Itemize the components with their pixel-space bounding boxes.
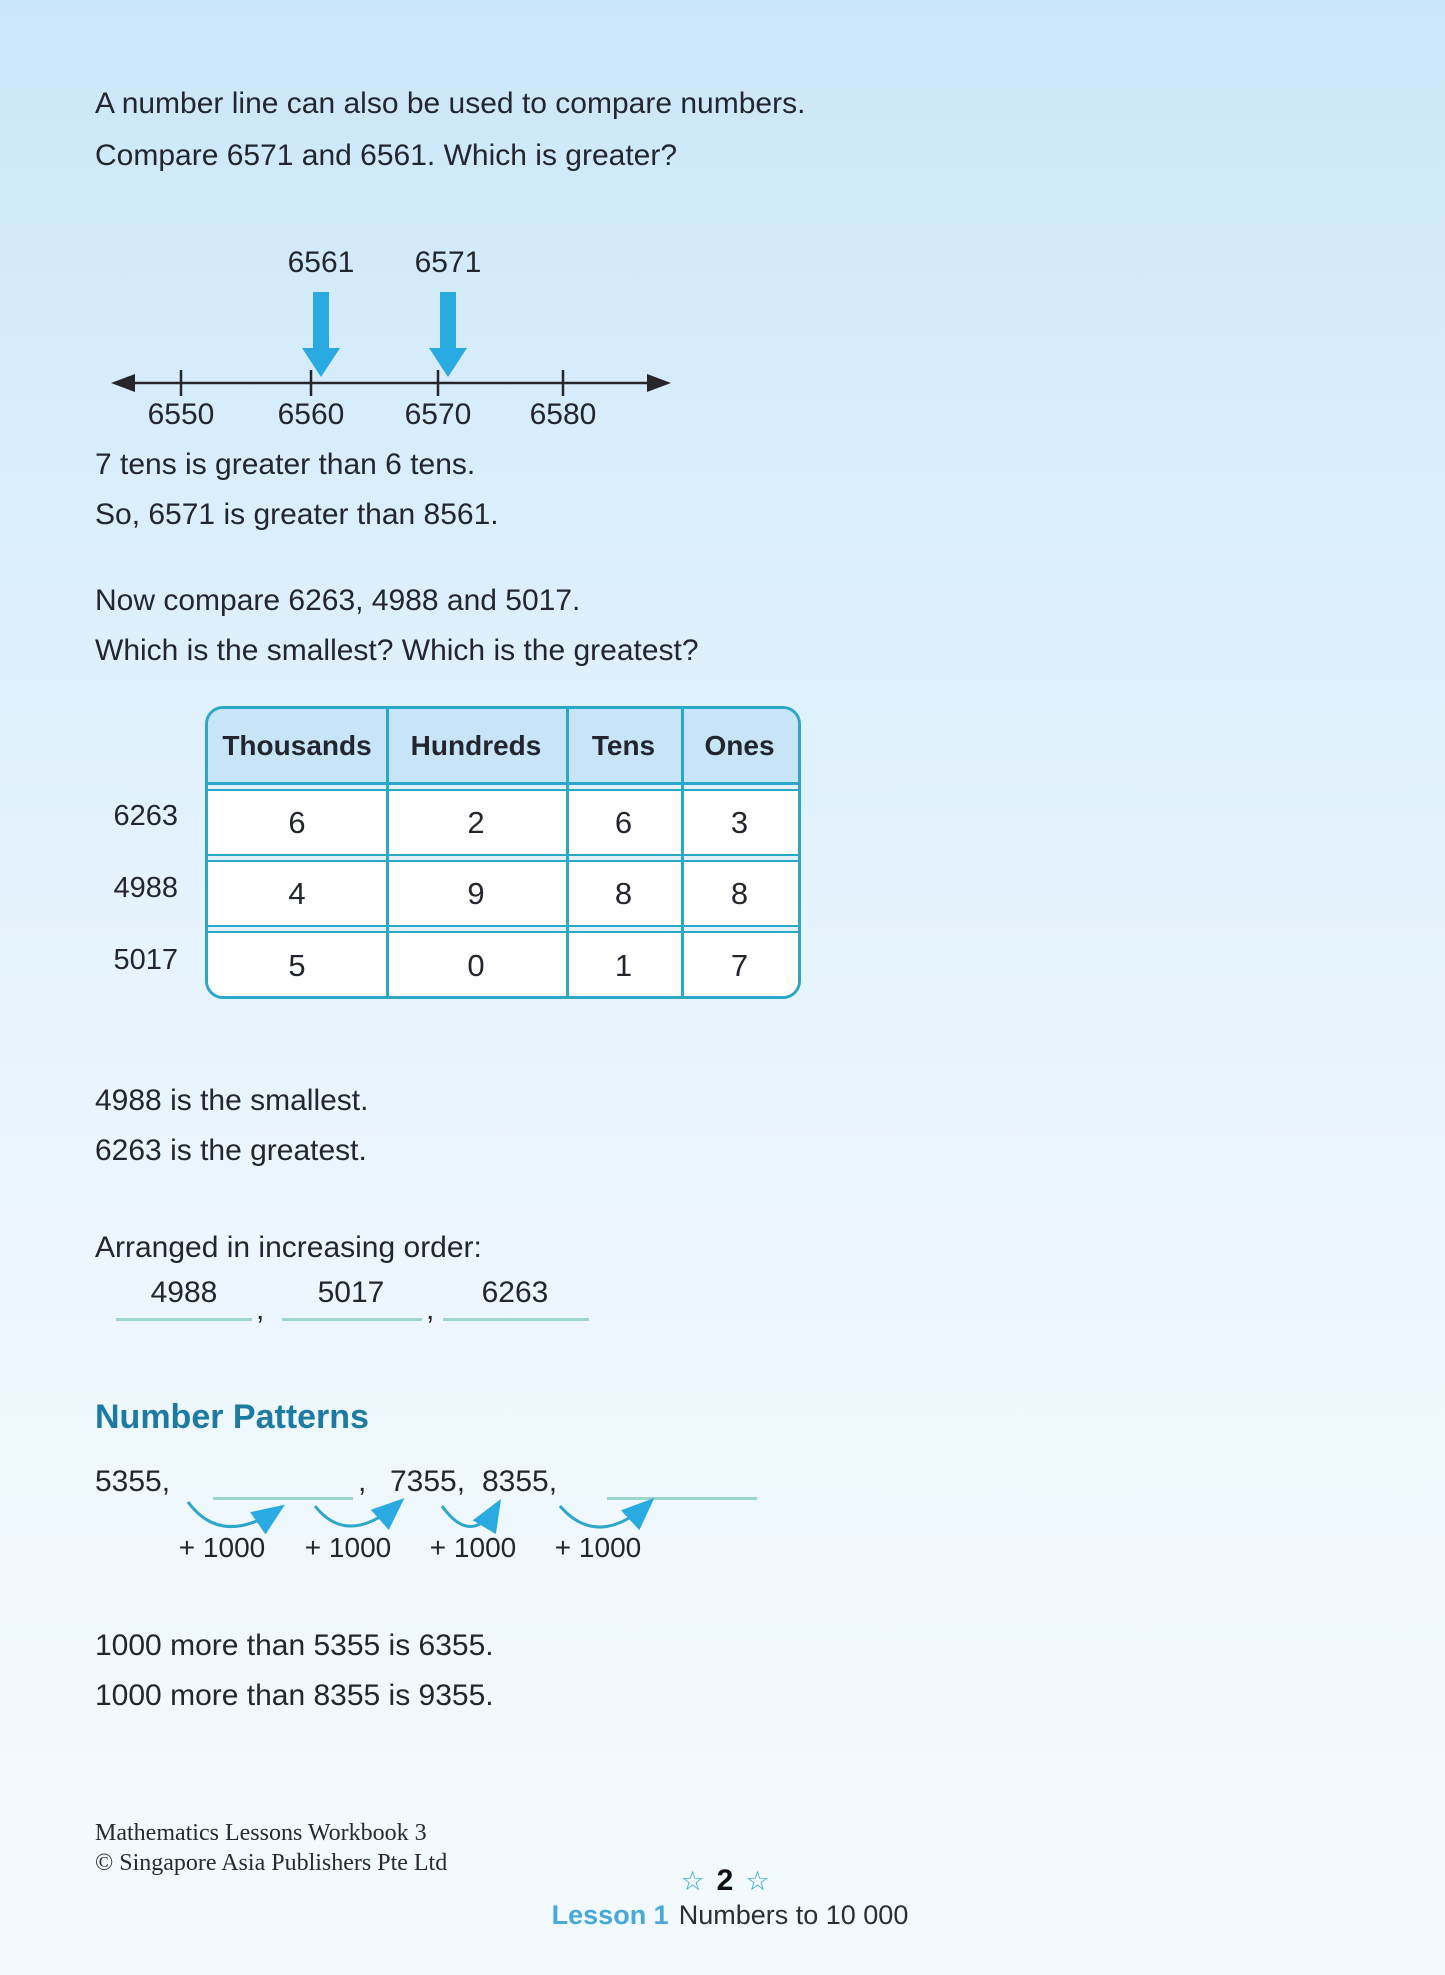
curved-arrow-icon bbox=[188, 1502, 280, 1527]
number-line-callout-6571: 6571 bbox=[414, 246, 482, 279]
table-cell: 1 bbox=[614, 947, 633, 983]
compare-prompt-line-1: Now compare 6263, 4988 and 5017. bbox=[95, 584, 581, 617]
table-cell: 9 bbox=[467, 875, 485, 911]
table-column-divider bbox=[566, 709, 569, 996]
intro-line-2: Compare 6571 and 6561. Which is greater? bbox=[95, 139, 678, 172]
comparison-line-1: 7 tens is greater than 6 tens. bbox=[95, 448, 476, 481]
order-value-3: 6263 bbox=[481, 1276, 549, 1309]
answer-blank bbox=[116, 1318, 252, 1321]
comma-separator: , bbox=[256, 1293, 265, 1326]
increment-label: + 1000 bbox=[178, 1532, 266, 1563]
down-arrow-shaft bbox=[440, 292, 456, 350]
lesson-title: Numbers to 10 000 bbox=[678, 1900, 909, 1930]
more-than-line-2: 1000 more than 8355 is 9355. bbox=[95, 1679, 494, 1712]
increment-label: + 1000 bbox=[304, 1532, 392, 1563]
tick-label-6580: 6580 bbox=[529, 398, 597, 431]
column-header: Tens bbox=[591, 729, 656, 761]
lesson-label: Lesson 1 bbox=[551, 1900, 669, 1930]
table-cell: 8 bbox=[730, 875, 749, 911]
conclusion-line-2: 6263 is the greatest. bbox=[95, 1134, 367, 1167]
table-row-label: 5017 bbox=[113, 944, 178, 976]
table-row-label: 6263 bbox=[113, 800, 178, 832]
table-cell: 0 bbox=[467, 947, 485, 983]
tick-label-6550: 6550 bbox=[147, 398, 215, 431]
star-icon: ☆ bbox=[680, 1865, 705, 1896]
comparison-line-2: So, 6571 is greater than 8561. bbox=[95, 498, 499, 531]
conclusion-line-1: 4988 is the smallest. bbox=[95, 1084, 369, 1117]
order-value-1: 4988 bbox=[150, 1276, 218, 1309]
table-header-row bbox=[208, 709, 798, 785]
answer-blank bbox=[282, 1318, 422, 1321]
star-icon: ☆ bbox=[745, 1865, 770, 1896]
footer-publisher: © Singapore Asia Publishers Pte Ltd bbox=[95, 1850, 448, 1876]
section-heading: Number Patterns bbox=[95, 1398, 369, 1436]
table-row bbox=[208, 931, 798, 998]
column-header: Hundreds bbox=[410, 729, 542, 761]
table-cell: 5 bbox=[288, 947, 306, 983]
table-cell: 3 bbox=[730, 804, 749, 840]
table-row-label: 4988 bbox=[113, 872, 178, 904]
answer-blank bbox=[443, 1318, 589, 1321]
place-value-table bbox=[205, 706, 801, 999]
pattern-item-5355: 5355, bbox=[95, 1465, 171, 1498]
table-row bbox=[208, 860, 798, 927]
table-cell: 4 bbox=[288, 875, 306, 911]
table-cell: 7 bbox=[730, 947, 749, 983]
page-number: 2 bbox=[716, 1864, 734, 1897]
column-header: Ones bbox=[704, 729, 775, 761]
down-arrow-shaft bbox=[313, 292, 329, 350]
number-line-callout-6561: 6561 bbox=[287, 246, 355, 279]
table-column-divider bbox=[386, 709, 389, 996]
order-value-2: 5017 bbox=[317, 1276, 385, 1309]
comma-separator: , bbox=[358, 1465, 367, 1498]
curved-arrow-icon bbox=[315, 1502, 400, 1526]
tick-label-6570: 6570 bbox=[404, 398, 472, 431]
compare-prompt-line-2: Which is the smallest? Which is the greatest? bbox=[95, 634, 699, 667]
tick-label-6560: 6560 bbox=[277, 398, 345, 431]
table-cell: 6 bbox=[288, 804, 306, 840]
comma-separator: , bbox=[426, 1293, 435, 1326]
increasing-order-title: Arranged in increasing order: bbox=[95, 1231, 482, 1264]
more-than-line-1: 1000 more than 5355 is 6355. bbox=[95, 1629, 494, 1662]
table-row bbox=[208, 789, 798, 856]
increment-label: + 1000 bbox=[429, 1532, 517, 1563]
increment-label: + 1000 bbox=[554, 1532, 642, 1563]
table-cell: 8 bbox=[614, 875, 633, 911]
table-cell: 2 bbox=[467, 804, 485, 840]
lesson-footer bbox=[520, 1900, 940, 1931]
curved-arrow-icon bbox=[560, 1502, 650, 1527]
table-column-divider bbox=[681, 709, 684, 996]
table-cell: 6 bbox=[614, 804, 633, 840]
page-number-row bbox=[640, 1864, 810, 1898]
column-header: Thousands bbox=[222, 729, 372, 761]
curved-arrow-icon bbox=[442, 1504, 498, 1527]
pattern-item-7355: 7355, bbox=[390, 1465, 466, 1498]
pattern-item-8355: 8355, bbox=[482, 1465, 558, 1498]
intro-line-1: A number line can also be used to compare numbers. bbox=[95, 87, 806, 120]
footer-book-title: Mathematics Lessons Workbook 3 bbox=[95, 1820, 427, 1846]
